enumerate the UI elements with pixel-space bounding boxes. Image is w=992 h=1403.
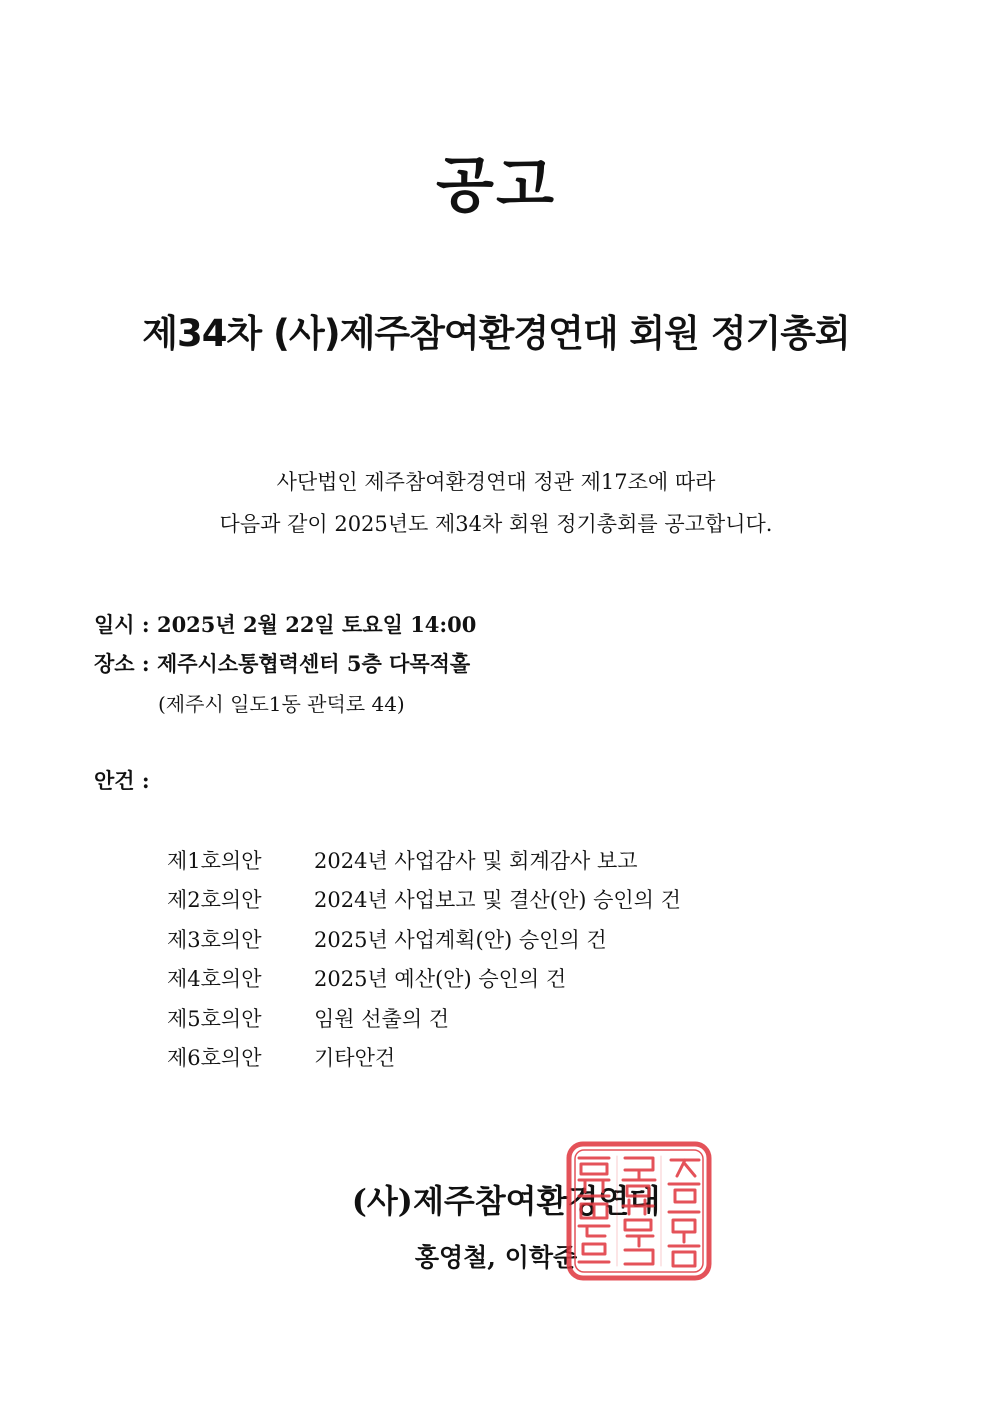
organization-name: (사)제주참여환경연대 — [351, 1182, 661, 1220]
datetime-label: 일시 — [94, 612, 135, 637]
datetime-row — [94, 609, 476, 639]
agenda-item-number: 제4호의안 — [167, 967, 262, 992]
agenda-item-text: 2025년 예산(안) 승인의 건 — [314, 967, 567, 992]
agenda-item-text: 2024년 사업보고 및 결산(안) 승인의 건 — [314, 888, 681, 913]
datetime-value: 2025년 2월 22일 토요일 14:00 — [156, 612, 477, 637]
list-item — [167, 998, 681, 1038]
agenda-item-number: 제3호의안 — [167, 927, 262, 952]
datetime-separator: : — [134, 612, 157, 637]
place-separator: : — [134, 651, 157, 676]
agenda-item-text: 2025년 사업계획(안) 승인의 건 — [314, 927, 607, 952]
place-row — [94, 648, 470, 678]
agenda-item-text: 임원 선출의 건 — [314, 1006, 450, 1031]
agenda-item-number: 제2호의안 — [167, 888, 262, 913]
place-label: 장소 — [94, 651, 135, 676]
list-item — [167, 919, 681, 959]
agenda-list — [167, 840, 681, 1077]
list-item — [167, 840, 681, 880]
place-address: (제주시 일도1동 관덕로 44) — [158, 692, 405, 716]
official-seal-icon — [565, 1140, 713, 1282]
notice-subtitle: 제34차 (사)제주참여환경연대 회원 정기총회 — [142, 312, 850, 355]
list-item — [167, 1038, 681, 1078]
agenda-item-number: 제5호의안 — [167, 1006, 262, 1031]
intro-line-2: 다음과 같이 2025년도 제34차 회원 정기총회를 공고합니다. — [219, 512, 773, 536]
list-item — [167, 880, 681, 920]
representatives: 홍영철, 이학준 — [414, 1243, 578, 1272]
intro-line-1: 사단법인 제주참여환경연대 정관 제17조에 따라 — [276, 470, 716, 494]
page-title: 공고 — [436, 151, 556, 221]
agenda-label: 안건 : — [94, 768, 150, 793]
list-item — [167, 959, 681, 999]
agenda-item-number: 제1호의안 — [167, 848, 262, 873]
agenda-item-number: 제6호의안 — [167, 1046, 262, 1071]
agenda-item-text: 2024년 사업감사 및 회계감사 보고 — [314, 848, 638, 873]
agenda-item-text: 기타안건 — [314, 1046, 396, 1071]
place-value: 제주시소통협력센터 5층 다목적홀 — [156, 651, 471, 676]
